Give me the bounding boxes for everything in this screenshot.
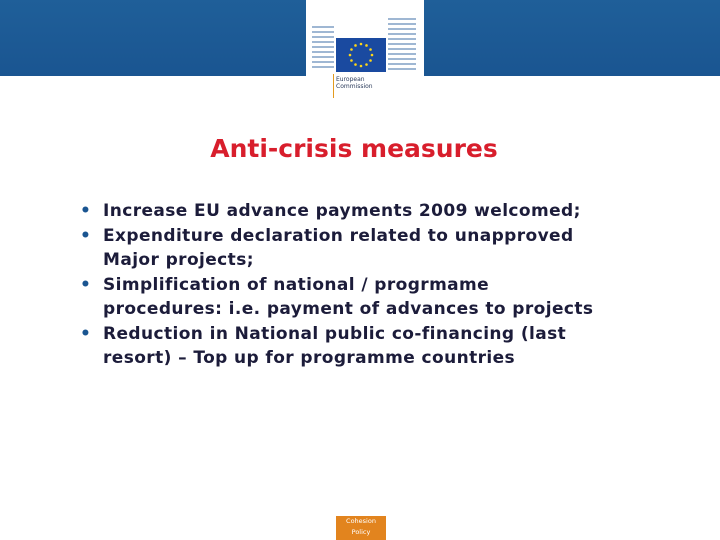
bullet-text-line: Expenditure declaration related to unapproved bbox=[103, 225, 574, 246]
page-title: Anti-crisis measures bbox=[210, 134, 498, 163]
bullet-text-line: Increase EU advance payments 2009 welcomed; bbox=[103, 201, 581, 221]
bullet-text-line: procedures: i.e. payment of advances to projects bbox=[103, 299, 594, 319]
flag-star bbox=[354, 63, 357, 66]
bullet-text-line: Major projects; bbox=[103, 250, 254, 270]
badge-line-2: Policy bbox=[351, 528, 371, 536]
flag-star bbox=[369, 59, 372, 62]
logo-wordmark bbox=[336, 76, 373, 90]
bullet-item bbox=[80, 273, 680, 322]
flag-star bbox=[371, 54, 374, 57]
flag-star bbox=[365, 63, 368, 66]
flag-star bbox=[354, 44, 357, 47]
flag-star bbox=[369, 48, 372, 51]
flag-star bbox=[350, 48, 353, 51]
cohesion-policy-badge bbox=[336, 516, 386, 540]
logo-line-commission: Commission bbox=[336, 83, 373, 90]
logo-divider bbox=[333, 74, 334, 98]
logo-line-european: European bbox=[336, 76, 365, 83]
european-commission-logo bbox=[306, 0, 424, 100]
bullet-text-line: Simplification of national / progrmame bbox=[103, 274, 490, 295]
bullet-item bbox=[80, 199, 680, 224]
bullet-item bbox=[80, 224, 680, 273]
bullet-text-line: Reduction in National public co-financing (last bbox=[103, 323, 567, 344]
flag-star bbox=[360, 65, 363, 68]
flag-star bbox=[349, 54, 352, 57]
flag-star bbox=[350, 59, 353, 62]
bullet-dot-icon: • bbox=[80, 323, 92, 344]
bullet-item bbox=[80, 322, 680, 371]
flag-star bbox=[360, 43, 363, 46]
bullet-text-line: resort) – Top up for programme countries bbox=[103, 348, 516, 368]
badge-line-1: Cohesion bbox=[346, 517, 376, 525]
bullet-dot-icon: • bbox=[80, 201, 92, 221]
bullet-dot-icon: • bbox=[80, 225, 92, 246]
flag-star bbox=[365, 44, 368, 47]
bullet-dot-icon: • bbox=[80, 274, 92, 295]
bullet-list bbox=[80, 199, 680, 371]
